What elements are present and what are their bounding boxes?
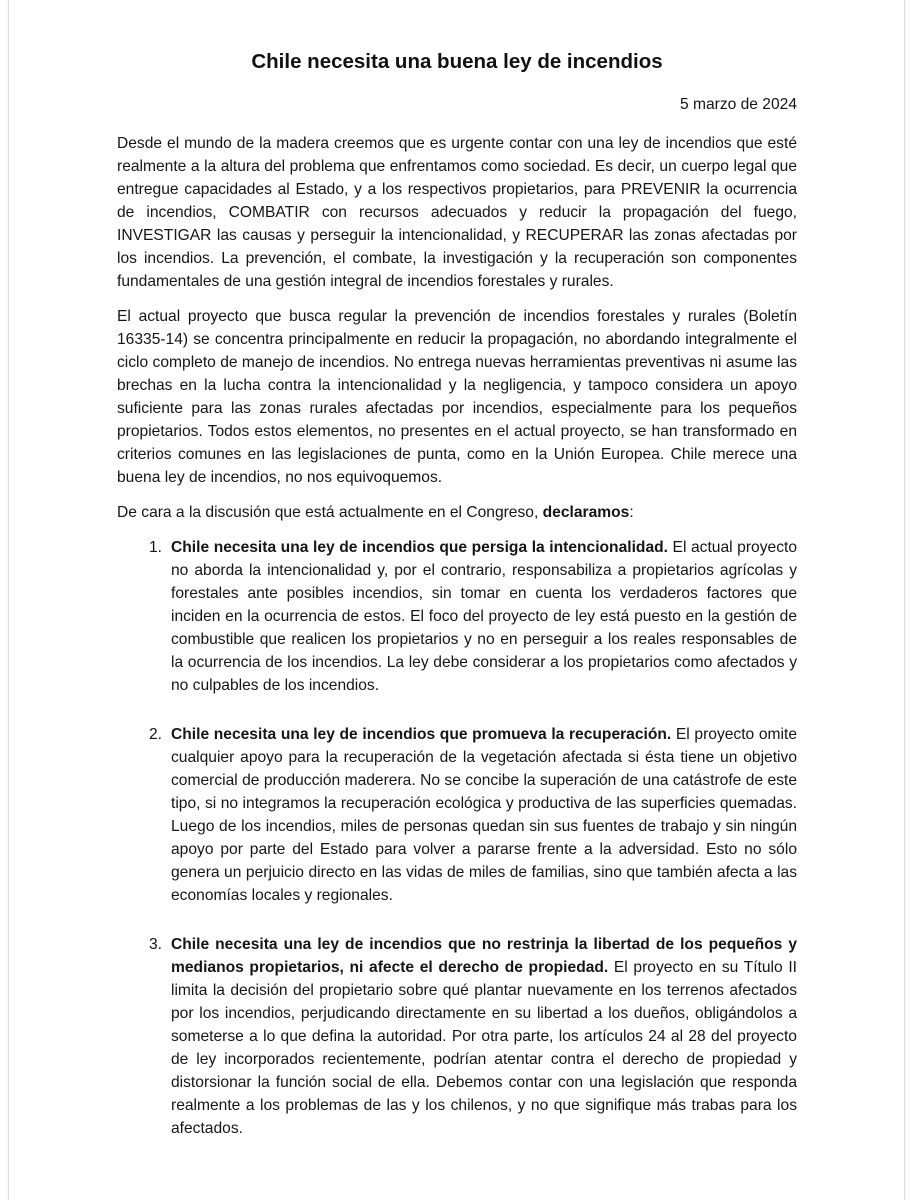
declarations-list [117,536,797,1140]
document-page [8,0,905,1200]
document-body [117,0,797,1166]
intro-bold: declaramos [542,504,630,521]
list-item [117,723,797,907]
declaration-body: El proyecto en su Título II limita la decisión del propietario sobre qué plantar nuevamente en los terrenos afectados por los incendios, perjudicando directamente en su libertad a los dueños, obligándolos a someterse a lo que defina la autoridad. Por otra parte, los artículos 24 al 28 del proyecto de ley incorporados recientemente, podrían atentar contra el derecho de propiedad y distorsionar la función social de ella. Debemos contar con una legislación que responda realmente a los problemas de las y los chilenos, y no que signifique más trabas para los afectados. [171,959,797,1137]
intro-text: De cara a la discusión que está actualmente en el Congreso, [117,504,543,521]
intro-paragraph [117,501,797,524]
paragraph: El actual proyecto que busca regular la prevención de incendios forestales y rurales (Boletín 16335-14) se concentra principalmente en reducir la propagación, no abordando integralmente el ciclo completo de manejo de incendios. No entrega nuevas herramientas preventivas ni asume las brechas en la lucha contra la intencionalidad y la negligencia, y tampoco considera un apoyo suficiente para las zonas rurales afectadas por incendios, especialmente para los pequeños propietarios. Todos estos elementos, no presentes en el actual proyecto, se han transformado en criterios comunes en las legislaciones de punta, como en la Unión Europea. Chile merece una buena ley de incendios, no nos equivoquemos. [117,308,797,486]
declaration-heading: Chile necesita una ley de incendios que persiga la intencionalidad. [171,539,668,556]
list-item [117,536,797,697]
paragraph: Desde el mundo de la madera creemos que es urgente contar con una ley de incendios que esté realmente a la altura del problema que enfrentamos como sociedad. Es decir, un cuerpo legal que entregue capacidades al Estado, y a los respectivos propietarios, para PREVENIR la ocurrencia de incendios, COMBATIR con recursos adecuados y reducir la propagación del fuego, INVESTIGAR las causas y perseguir la intencionalidad, y RECUPERAR las zonas afectadas por los incendios. La prevención, el combate, la investigación y la recuperación son componentes fundamentales de una gestión integral de incendios forestales y rurales. [117,135,797,290]
declaration-heading: Chile necesita una ley de incendios que no restrinja la libertad de los pequeños y medianos propietarios, ni afecte el derecho de propiedad. [171,936,797,976]
page-title: Chile necesita una buena ley de incendios [251,50,663,73]
intro-tail: : [629,504,634,521]
list-number: 2. [149,726,163,743]
declaration-heading: Chile necesita una ley de incendios que promueva la recuperación. [171,726,672,743]
list-item [117,933,797,1140]
declaration-body: El actual proyecto no aborda la intencionalidad y, por el contrario, responsabiliza a propietarios agrícolas y forestales ante posibles incendios, sin tomar en cuenta los verdaderos factores que inciden en la ocurrencia de estos. El foco del proyecto de ley está puesto en la gestión de combustible que realicen los propietarios y no en perseguir a los reales responsables de la ocurrencia de los incendios. La ley debe considerar a los propietarios como afectados y no culpables de los incendios. [171,539,797,694]
list-number: 1. [149,539,163,556]
list-number: 3. [149,936,163,953]
document-date: 5 marzo de 2024 [679,96,797,113]
declaration-body: El proyecto omite cualquier apoyo para la recuperación de la vegetación afectada si ésta tiene un objetivo comercial de producción maderera. No se concibe la superación de una catástrofe de este tipo, si no integramos la recuperación ecológica y productiva de las superficies quemadas. Luego de los incendios, miles de personas quedan sin sus fuentes de trabajo y sin ningún apoyo por parte del Estado para volver a pararse frente a la adversidad. Esto no sólo genera un perjuicio directo en las vidas de miles de familias, sino que también afecta a las economías locales y regionales. [171,726,797,904]
